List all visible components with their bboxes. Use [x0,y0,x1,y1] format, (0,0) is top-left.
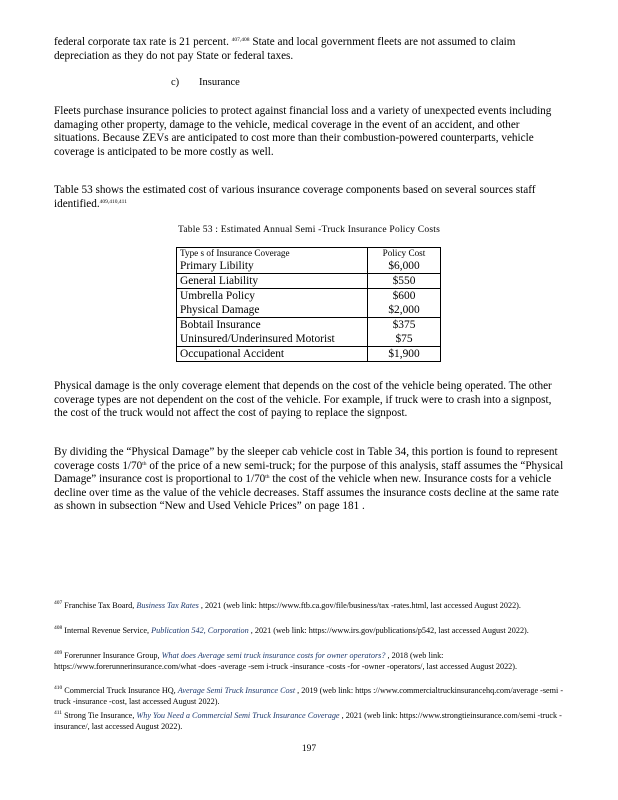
footnote-details: , 2021 (web link: https://www.ftb.ca.gov/file/business/tax -rates.html, last accessed August 2022). [198,601,521,610]
row-cost: $1,900 [368,347,441,362]
footnote-details: , 2018 (web link: https://www.forerunnerinsurance.com/what -does -average -sem i-truck -insurance -costs -for -owner -operators/, last accessed August 2022). [54,651,518,671]
paragraph-fleets: Fleets purchase insurance policies to protect against financial loss and a variety of unexpected events including damaging other property, damage to the vehicle, medical coverage in the event of an accident, and other situations. Because ZEVs are anticipated to cost more than their combustion-powered counterparts, vehicle coverage is anticipated to be more costly as well. [54,105,552,158]
row-type: General Liability [177,274,368,289]
footnote-source: Internal Revenue Service, [62,626,152,635]
insurance-cost-table [176,247,441,362]
page-number: 197 [301,744,317,754]
table-cell-cost [368,248,441,274]
footnote-title-link[interactable]: Publication 542, Corporation [151,626,249,635]
footnote-source: Franchise Tax Board, [62,601,137,610]
row-type: Bobtail Insurance [177,318,368,333]
footnote-title-link[interactable]: What does Average semi truck insurance costs for owner operators? [161,651,386,660]
footnote-411 [54,711,566,733]
section-title: Insurance [199,77,240,88]
paragraph-tax-text: federal corporate tax rate is 21 percent. [54,36,229,48]
section-number: c) [171,77,180,88]
table-row [177,303,441,318]
table-header-row [177,248,441,274]
footnote-source: Strong Tie Insurance, [62,711,137,720]
header-policy-cost: Policy Cost [382,248,426,258]
footnote-409 [54,651,566,673]
footnote-details: , 2019 (web link: https ://www.commercialtruckinsurancehq.com/average -semi -truck -insurance -cost, last accessed August 2022). [54,686,564,706]
footnote-408 [54,626,566,637]
table-cell-type [177,248,368,274]
table-row [177,332,441,347]
ordinal-suffix: th [142,460,147,467]
table-caption: Table 53 : Estimated Annual Semi -Truck Insurance Policy Costs [177,224,441,235]
paragraph-physical-damage: Physical damage is the only coverage element that depends on the cost of the vehicle being operated. The other coverage types are not dependent on the cost of the vehicle. For example, if truck were to crash into a signpost, the cost of the truck would not affect the cost of paying to replace the signpost. [54,380,552,420]
row-cost: $600 [368,289,441,304]
footnote-number: 408 [54,625,63,631]
footnote-number: 410 [54,685,63,691]
row-type: Occupational Accident [177,347,368,362]
table-row [177,318,441,333]
paragraph-dividing-part2: of the price of a new semi-truck; for the purpose of this analysis, staff assumes the “Physical Damage” insurance cost is proportional to 1/70 [54,459,564,486]
footnote-source: Forerunner Insurance Group, [62,651,162,660]
footnote-title-link[interactable]: Why You Need a Commercial Semi Truck Insurance Coverage [136,711,340,720]
row-type: Umbrella Policy [177,289,368,304]
paragraph-dividing-part1: By dividing the “Physical Damage” by the sleeper cab vehicle cost in Table 34, this portion is found to represent coverage costs 1/70 [54,446,558,472]
footnote-ref-409-411: 409,410,411 [99,198,127,205]
row-cost: $6,000 [388,260,420,272]
footnote-407 [54,601,566,612]
row-cost: $75 [368,332,441,347]
row-type: Physical Damage [177,303,368,318]
paragraph-dividing [54,446,566,514]
footnote-source: Commercial Truck Insurance HQ, [62,686,178,695]
table-row [177,289,441,304]
paragraph-tax [54,36,566,63]
footnote-details: , 2021 (web link: https://www.strongtieinsurance.com/semi -truck -insurance/, last accessed August 2022). [54,711,562,731]
table-row [177,274,441,289]
row-cost: $550 [368,274,441,289]
paragraph-table-intro-text: Table 53 shows the estimated cost of various insurance coverage components based on several sources staff identified. [54,184,536,210]
row-type: Uninsured/Underinsured Motorist [177,332,368,347]
footnote-number: 411 [54,710,63,716]
ordinal-suffix: th [265,474,270,481]
footnote-410 [54,686,566,708]
row-cost: $2,000 [368,303,441,318]
row-type: Primary Libility [180,260,254,272]
header-coverage-type: Type s of Insurance Coverage [180,248,290,258]
paragraph-tax-text-after: State and local government fleets are not assumed to claim depreciation as they do not pay State or federal taxes. [54,36,516,62]
footnote-title-link[interactable]: Average Semi Truck Insurance Cost [177,686,296,695]
table-row [177,347,441,362]
footnote-ref-407-408: 407,408 [231,37,250,43]
paragraph-dividing-part3: the cost of the vehicle when new. Insurance costs for a vehicle decline over time as the value of the vehicle decreases. Staff assumes the insurance costs decline at the same rate as shown in subsection “New and Used Vehicle Prices” on page 181 . [54,473,559,513]
footnote-number: 409 [54,650,63,656]
footnote-title-link[interactable]: Business Tax Rates [136,601,199,610]
footnote-number: 407 [54,600,63,606]
row-cost: $375 [368,318,441,333]
footnote-details: , 2021 (web link: https://www.irs.gov/publications/p542, last accessed August 2022). [248,626,529,635]
paragraph-table-intro [54,184,566,211]
